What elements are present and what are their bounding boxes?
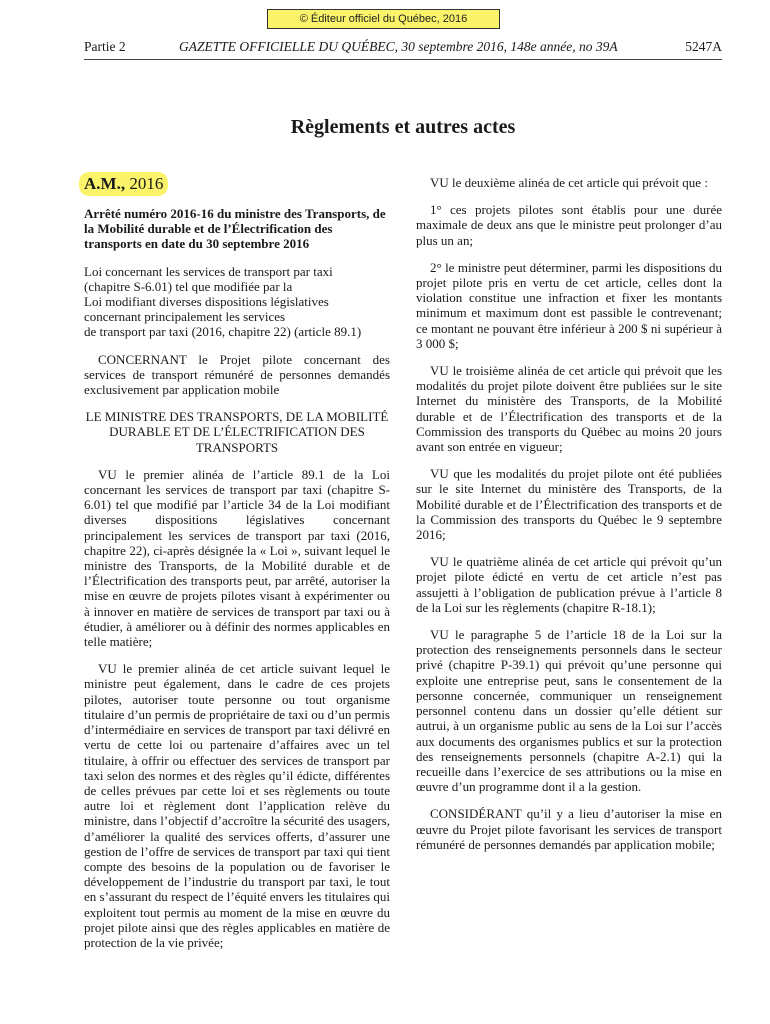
right-paragraph: 2° le ministre peut déterminer, parmi les dispositions du projet pilote pris en vertu de cet article, celles dont la violation constitue une infraction et fixer les montants minimum et maximum dont est passible le contrevenant; ce montant ne pouvant être inférieur à 200 $ ni supérieur à 3 000 $; [416, 259, 722, 351]
page-number: 5247A [685, 39, 722, 54]
gazette-title: GAZETTE OFFICIELLE DU QUÉBEC, 30 septembre 2016, 148e année, no 39A [179, 39, 618, 54]
right-paragraph: VU que les modalités du projet pilote ont été publiées sur le site Internet du ministère des Transports, de la Mobilité durable et de l’Électrification des transports et de la Commission des transports du Québec le 9 septembre 2016; [416, 466, 722, 543]
section-title: Règlements et autres actes [290, 116, 516, 138]
right-paragraph: CONSIDÉRANT qu’il y a lieu d’autoriser la mise en œuvre du Projet pilote favorisant les services de transport rémunéré de personnes demandés par application mobile; [416, 806, 722, 852]
left-paragraph: VU le premier alinéa de cet article suivant lequel le ministre peut également, dans le cadre de ces projets pilotes, autoriser toute personne ou tout organisme titulaire d’un permis de propriétaire de taxi ou d’un permis d’intermédiaire en services de transport par taxi délivré en vertu de cette loi ou partenaire d’affaires avec un tel titulaire, à offrir ou effectuer des services de transport par taxi selon des normes et des règles qu’il édicte, différentes de celles prévues par cette loi et ses règlements ou toute autre loi et règlement dont l’application relève du ministre, dans l’objectif d’accroître la sécurité des usagers, d’améliorer la qualité des services offerts, d’assurer une gestion de l’offre de services de transport par taxi qui tient compte des besoins de la population ou de favoriser le développement de l’industrie du transport par taxi, le tout en s’assurant du respect de l’équité envers les titulaires qui exploitent tout permis au moment de la mise en œuvre du projet pilote ainsi que des règles applicables en matière de protection de la vie privée; [84, 661, 390, 950]
am-year: 2016 [129, 174, 164, 193]
right-column [416, 172, 722, 864]
copyright-banner: © Éditeur officiel du Québec, 2016 [267, 9, 500, 29]
am-label: A.M., [84, 174, 126, 193]
concernant-paragraph: CONCERNANT le Projet pilote concernant des services de transport rémunéré de personnes demandés exclusivement par application mobile [84, 351, 390, 398]
law-ref-line: Loi modifiant diverses dispositions législatives [84, 294, 329, 310]
am-badge [79, 172, 168, 196]
running-head [84, 38, 722, 56]
right-paragraph: VU le deuxième alinéa de cet article qui prévoit que : [430, 175, 708, 190]
minister-heading: LE MINISTRE DES TRANSPORTS, DE LA MOBILITÉ DURABLE ET DE L’ÉLECTRIFICATION DES TRANSPORTS [85, 409, 389, 455]
header-rule [84, 59, 722, 60]
left-column [84, 172, 390, 962]
left-paragraph: VU le premier alinéa de l’article 89.1 de la Loi concernant les services de transport par taxi (chapitre S-6.01) tel que modifié par l’article 34 de la Loi modifiant diverses dispositions législatives concernant principalement les services de transport par taxi (2016, chapitre 22), ci-après désignée la « Loi », suivant lequel le ministre des Transports, de la Mobilité durable et de l’Électrification des transports peut, par arrêté, autoriser la mise en œuvre de projets pilotes visant à expérimenter ou à innover en matière de services de transport par taxi ou à étudier, à améliorer ou à définir des normes applicables en telle matière; [84, 466, 390, 650]
law-ref-line: de transport par taxi (2016, chapitre 22) (article 89.1) [84, 324, 362, 340]
law-ref-line: concernant principalement les services [84, 309, 286, 325]
part-label: Partie 2 [84, 39, 126, 54]
law-reference [84, 264, 390, 340]
right-paragraph: VU le paragraphe 5 de l’article 18 de la Loi sur la protection des renseignements personnels dans le secteur privé (chapitre P-39.1) qui prévoit qu’une personne qui exploite une entreprise peut, sans le consentement de la personne concernée, communiquer un renseignement personnel contenu dans un dossier qu’elle détient sur autrui, à un organisme public au sens de la Loi sur l’accès aux documents des organismes publics et sur la protection des renseignements personnels (chapitre A-2.1) qui la recueille dans l’exercice de ses attributions ou la mise en œuvre d’un programme dont il a la gestion. [416, 627, 722, 795]
right-paragraph: 1° ces projets pilotes sont établis pour une durée maximale de deux ans que le ministre peut prolonger d’au plus un an; [416, 202, 722, 248]
right-paragraph: VU le quatrième alinéa de cet article qui prévoit qu’un projet pilote édicté en vertu de cet article n’est pas assujetti à l’obligation de publication prévue à l’article 8 de la Loi sur les règlements (chapitre R-18.1); [416, 554, 722, 615]
law-ref-line: (chapitre S-6.01) tel que modifiée par la [84, 278, 293, 294]
arrete-title: Arrêté numéro 2016-16 du ministre des Transports, de la Mobilité durable et de l’Électrification des transports en date du 30 septembre 2016 [84, 206, 386, 252]
law-ref-line: Loi concernant les services de transport par taxi [84, 263, 333, 279]
right-paragraph: VU le troisième alinéa de cet article qui prévoit que les modalités du projet pilote doivent être publiées sur le site Internet du ministère des Transports, de la Mobilité durable et de l’Électrification des transports et de la Commission des transports du Québec au moins 20 jours avant son entrée en vigueur; [416, 363, 722, 455]
